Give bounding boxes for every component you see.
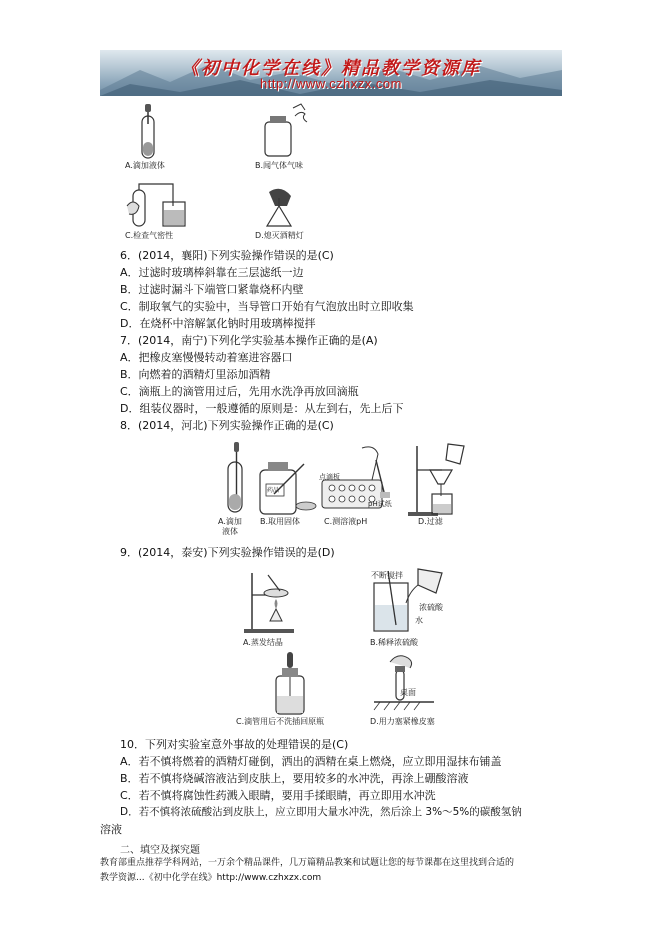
- q9-stem: 9．(2014，泰安)下列实验操作错误的是(D): [120, 546, 335, 559]
- q10-option-d-line2: 溶液: [100, 823, 122, 836]
- figure-caption-b: B.闻气体气味: [255, 161, 304, 170]
- q8-label-paper: pH试纸: [368, 500, 392, 508]
- smell-gas-figure: [255, 102, 315, 160]
- q7-option-c: C．滴瓶上的滴管用过后，先用水洗净再放回滴瓶: [120, 385, 359, 398]
- q8-caption-c: C.测溶液pH: [324, 517, 368, 526]
- banner-title: 《初中化学在线》精品教学资源库: [181, 58, 481, 79]
- q9-caption-c: C.滴管用后不洗插回原瓶: [236, 717, 325, 726]
- q8-caption-d: D.过滤: [418, 517, 443, 526]
- rubber-stopper-figure: [370, 650, 440, 716]
- dropper-liquid-figure: [125, 102, 205, 162]
- q7-option-b: B．向燃着的酒精灯里添加酒精: [120, 368, 271, 381]
- q9-caption-d: D.用力塞紧橡皮塞: [370, 717, 435, 726]
- q7-stem: 7．(2014，南宁)下列化学实验基本操作正确的是(A): [120, 334, 378, 347]
- extinguish-lamp-figure: [255, 182, 315, 230]
- footer-line1: 教育部重点推荐学科网站，一万余个精品课件，几万篇精品教案和试题让您的每节课都在这里找到合适的: [100, 858, 515, 868]
- section-title: 二、填空及探究题: [120, 845, 200, 856]
- q9-caption-a: A.蒸发结晶: [243, 638, 283, 647]
- q10-stem: 10．下列对实验室意外事故的处理错误的是(C): [120, 738, 349, 751]
- q6-option-d: D．在烧杯中溶解氯化钠时用玻璃棒搅拌: [120, 317, 316, 330]
- q8-figures: [212, 440, 482, 520]
- q6-stem: 6．(2014，襄阳)下列实验操作错误的是(C): [120, 249, 334, 262]
- q7-option-a: A．把橡皮塞慢慢转动着塞进容器口: [120, 351, 293, 364]
- q10-option-d-line1: D．若不慎将浓硫酸沾到皮肤上，应立即用大量水冲洗，然后涂上 3%～5%的碳酸氢钠: [120, 806, 522, 818]
- q6-option-c: C．制取氧气的实验中，当导管口开始有气泡放出时立即收集: [120, 300, 414, 313]
- q8-label-reagent: 药品: [267, 487, 280, 494]
- figure-caption-a: A.滴加液体: [125, 161, 165, 170]
- q9-caption-b: B.稀释浓硫酸: [370, 638, 419, 647]
- q8-caption-a-line1: A.滴加: [218, 517, 242, 526]
- figure-caption-c: C.检查气密性: [125, 231, 174, 240]
- dropper-bottle-figure: [268, 650, 318, 716]
- footer: [100, 856, 570, 886]
- q10-option-c: C．若不慎将腐蚀性药溅入眼睛，要用手揉眼睛，再立即用水冲洗: [120, 789, 436, 802]
- q8-label-plate: 点滴板: [319, 473, 340, 481]
- q8-caption-b: B.取用固体: [260, 517, 301, 526]
- q9-label-acid: 浓硫酸: [419, 603, 443, 612]
- airtightness-figure: [125, 180, 195, 230]
- header-banner: [100, 50, 562, 96]
- q6-option-b: B．过滤时漏斗下端管口紧靠烧杯内壁: [120, 283, 304, 296]
- banner-url[interactable]: http://www.czhxzx.com: [260, 76, 402, 91]
- q8-caption-a-line2: 液体: [222, 527, 238, 536]
- q10-option-b: B．若不慎将烧碱溶液沾到皮肤上，要用较多的水冲洗，再涂上硼酸溶液: [120, 772, 469, 785]
- figure-caption-d: D.熄灭酒精灯: [255, 231, 304, 240]
- q7-option-d: D．组装仪器时，一般遵循的原则是：从左到右，先上后下: [120, 402, 404, 415]
- q9-label-stir: 不断搅拌: [371, 571, 403, 580]
- q9-label-water: 水: [415, 616, 423, 625]
- q9-label-table: 桌面: [400, 688, 416, 697]
- q6-option-a: A．过滤时玻璃棒斜靠在三层滤纸一边: [120, 266, 304, 279]
- footer-line2[interactable]: 教学资源...《初中化学在线》http://www.czhxzx.com: [100, 873, 322, 883]
- evaporation-figure: [238, 565, 318, 637]
- q10-option-a: A．若不慎将燃着的酒精灯碰倒，洒出的酒精在桌上燃烧，应立即用湿抹布铺盖: [120, 755, 502, 768]
- q8-stem: 8．(2014，河北)下列实验操作正确的是(C): [120, 419, 334, 432]
